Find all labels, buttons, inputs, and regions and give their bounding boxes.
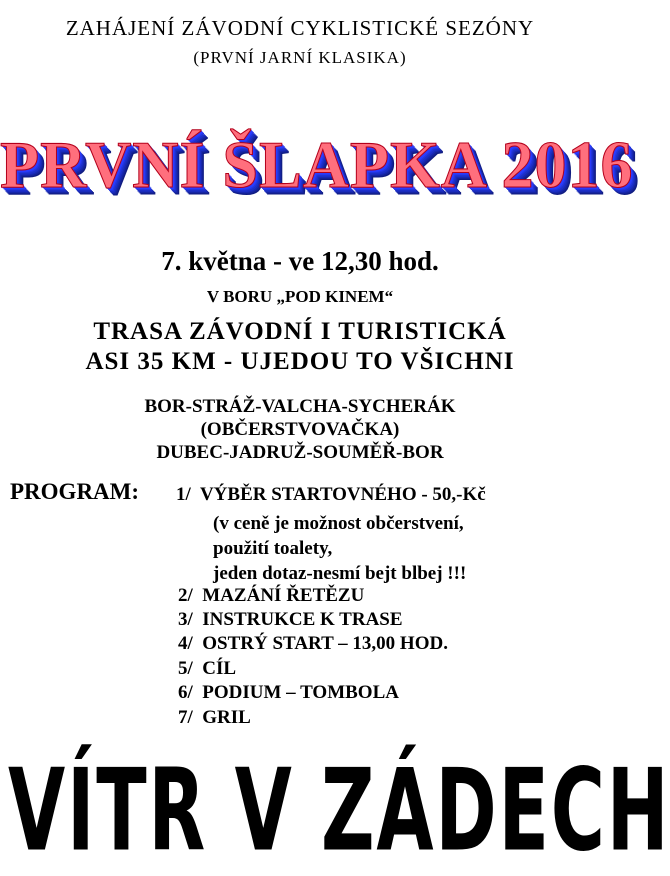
program-item-number: 2/: [178, 585, 193, 606]
program-item-4: [178, 633, 448, 655]
path-line-3: DUBEC-JADRUŽ-SOUMĚŘ-BOR: [156, 442, 444, 463]
program-item-number: 3/: [178, 609, 193, 630]
program-item-2: [178, 585, 364, 607]
program-item-7: [178, 707, 251, 729]
footer-slogan-area: [8, 744, 670, 876]
program-item-number: 1/: [176, 484, 191, 505]
program-item-number: 5/: [178, 658, 193, 679]
program-item-text: MAZÁNÍ ŘETĚZU: [202, 585, 365, 606]
program-item-text: GRIL: [202, 707, 251, 728]
event-place: V BORU „POD KINEM“: [206, 287, 394, 306]
program-item-5: [178, 658, 236, 680]
program-item-text: INSTRUKCE K TRASE: [202, 609, 403, 630]
program-item-1: [176, 484, 486, 506]
footer-slogan: VÍTR V ZÁDECH: [8, 744, 670, 876]
program-note-line: použití toalety,: [213, 538, 333, 559]
header-line-2: (PRVNÍ JARNÍ KLASIKA): [193, 48, 407, 67]
program-item-text: CÍL: [202, 658, 237, 679]
route-line-2: ASI 35 KM - UJEDOU TO VŠICHNI: [85, 348, 515, 375]
program-note-line: jeden dotaz-nesmí bejt blbej !!!: [213, 563, 467, 584]
program-item-6: [178, 682, 399, 704]
route-line-1: TRASA ZÁVODNÍ I TURISTICKÁ: [93, 318, 507, 345]
path-line-2: (OBČERSTVOVAČKA): [200, 419, 400, 440]
program-item-text: OSTRÝ START – 13,00 HOD.: [202, 633, 448, 654]
program-label: PROGRAM:: [10, 479, 140, 504]
event-date-time: 7. května - ve 12,30 hod.: [161, 246, 439, 276]
program-item-number: 7/: [178, 707, 193, 728]
program-item-number: 4/: [178, 633, 193, 654]
event-title: PRVNÍ ŠLAPKA 2016: [0, 127, 634, 202]
program-item-number: 6/: [178, 682, 193, 703]
header-line-1: ZAHÁJENÍ ZÁVODNÍ CYKLISTICKÉ SEZÓNY: [65, 16, 535, 40]
program-item-3: [178, 609, 403, 631]
program-item-text: VÝBĚR STARTOVNÉHO - 50,-Kč: [199, 484, 486, 505]
program-note-line: (v ceně je možnost občerstvení,: [213, 513, 464, 534]
program-item-text: PODIUM – TOMBOLA: [202, 682, 399, 703]
path-line-1: BOR-STRÁŽ-VALCHA-SYCHERÁK: [144, 396, 456, 417]
